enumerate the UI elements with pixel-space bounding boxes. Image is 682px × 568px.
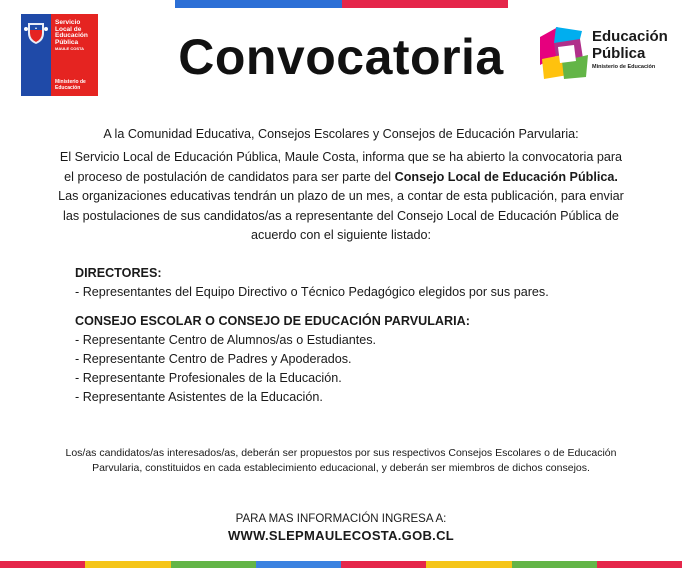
- body-line: el proceso de postulación de candidatos para ser parte del Consejo Local de Educación Pública.: [64, 169, 618, 184]
- bottom-bar-segment: [171, 561, 256, 568]
- bottom-bar-segment: [256, 561, 341, 568]
- ep-logo-line1: Educación: [592, 28, 668, 45]
- body-line: El Servicio Local de Educación Pública, Maule Costa, informa que se ha abierto la convocatoria para: [59, 150, 623, 164]
- list-item: - Representante Centro de Alumnos/as o Estudiantes.: [75, 333, 377, 347]
- directores-section: [75, 264, 549, 302]
- body-line: Las organizaciones educativas tendrán un plazo de un mes, a contar de esta publicación, para enviar: [58, 189, 624, 204]
- gov-logo-name: Servicio Local de Educación Pública MAULE COSTA: [55, 19, 88, 51]
- bottom-color-bar: [0, 561, 682, 568]
- bottom-bar-segment: [0, 561, 85, 568]
- ep-logo-line3: Ministerio de Educación: [592, 64, 656, 70]
- educacion-publica-mark-icon: [540, 25, 590, 81]
- body-line: las postulaciones de sus candidatos/as a representante del Consejo Local de Educación Pública de: [63, 208, 619, 223]
- directores-heading: DIRECTORES:: [75, 266, 162, 280]
- intro-paragraph: A la Comunidad Educativa, Consejos Escolares y Consejos de Educación Parvularia:: [103, 127, 579, 141]
- list-item: - Representante Centro de Padres y Apoderados.: [75, 352, 352, 366]
- page-title: Convocatoria: [178, 29, 504, 85]
- educacion-publica-logo: [540, 25, 680, 81]
- bottom-bar-segment: [85, 561, 170, 568]
- top-color-bar: [175, 0, 508, 8]
- body-paragraph: [10, 148, 672, 246]
- body-bold-text: Consejo Local de Educación Pública.: [394, 169, 618, 184]
- bottom-bar-segment: [426, 561, 511, 568]
- consejo-section: [75, 312, 470, 407]
- note-line: Parvularia, constituidos en cada establecimiento educacional, y deberán ser miembros de dichos consejos.: [92, 462, 590, 474]
- bottom-bar-segment: [512, 561, 597, 568]
- bottom-bar-segment: [597, 561, 682, 568]
- gov-logo-ministry: Ministerio de Educación: [55, 79, 86, 91]
- website-link[interactable]: WWW.SLEPMAULECOSTA.GOB.CL: [227, 528, 455, 543]
- list-item: - Representantes del Equipo Directivo o Técnico Pedagógico elegidos por sus pares.: [75, 285, 549, 299]
- bottom-bar-segment: [341, 561, 426, 568]
- note-paragraph: [10, 446, 672, 476]
- top-bar-blue: [175, 0, 342, 8]
- top-bar-red: [342, 0, 509, 8]
- list-item: - Representante Asistentes de la Educación.: [75, 390, 323, 404]
- ep-logo-line2: Pública: [592, 45, 646, 62]
- info-label: PARA MAS INFORMACIÓN INGRESA A:: [235, 513, 447, 525]
- consejo-heading: CONSEJO ESCOLAR O CONSEJO DE EDUCACIÓN PARVULARIA:: [75, 314, 470, 328]
- body-line: acuerdo con el siguiente listado:: [251, 228, 431, 243]
- note-line: Los/as candidatos/as interesados/as, deberán ser propuestos por sus respectivos Consejos Escolares o de Educación: [65, 447, 617, 459]
- list-item: - Representante Profesionales de la Educación.: [75, 371, 342, 385]
